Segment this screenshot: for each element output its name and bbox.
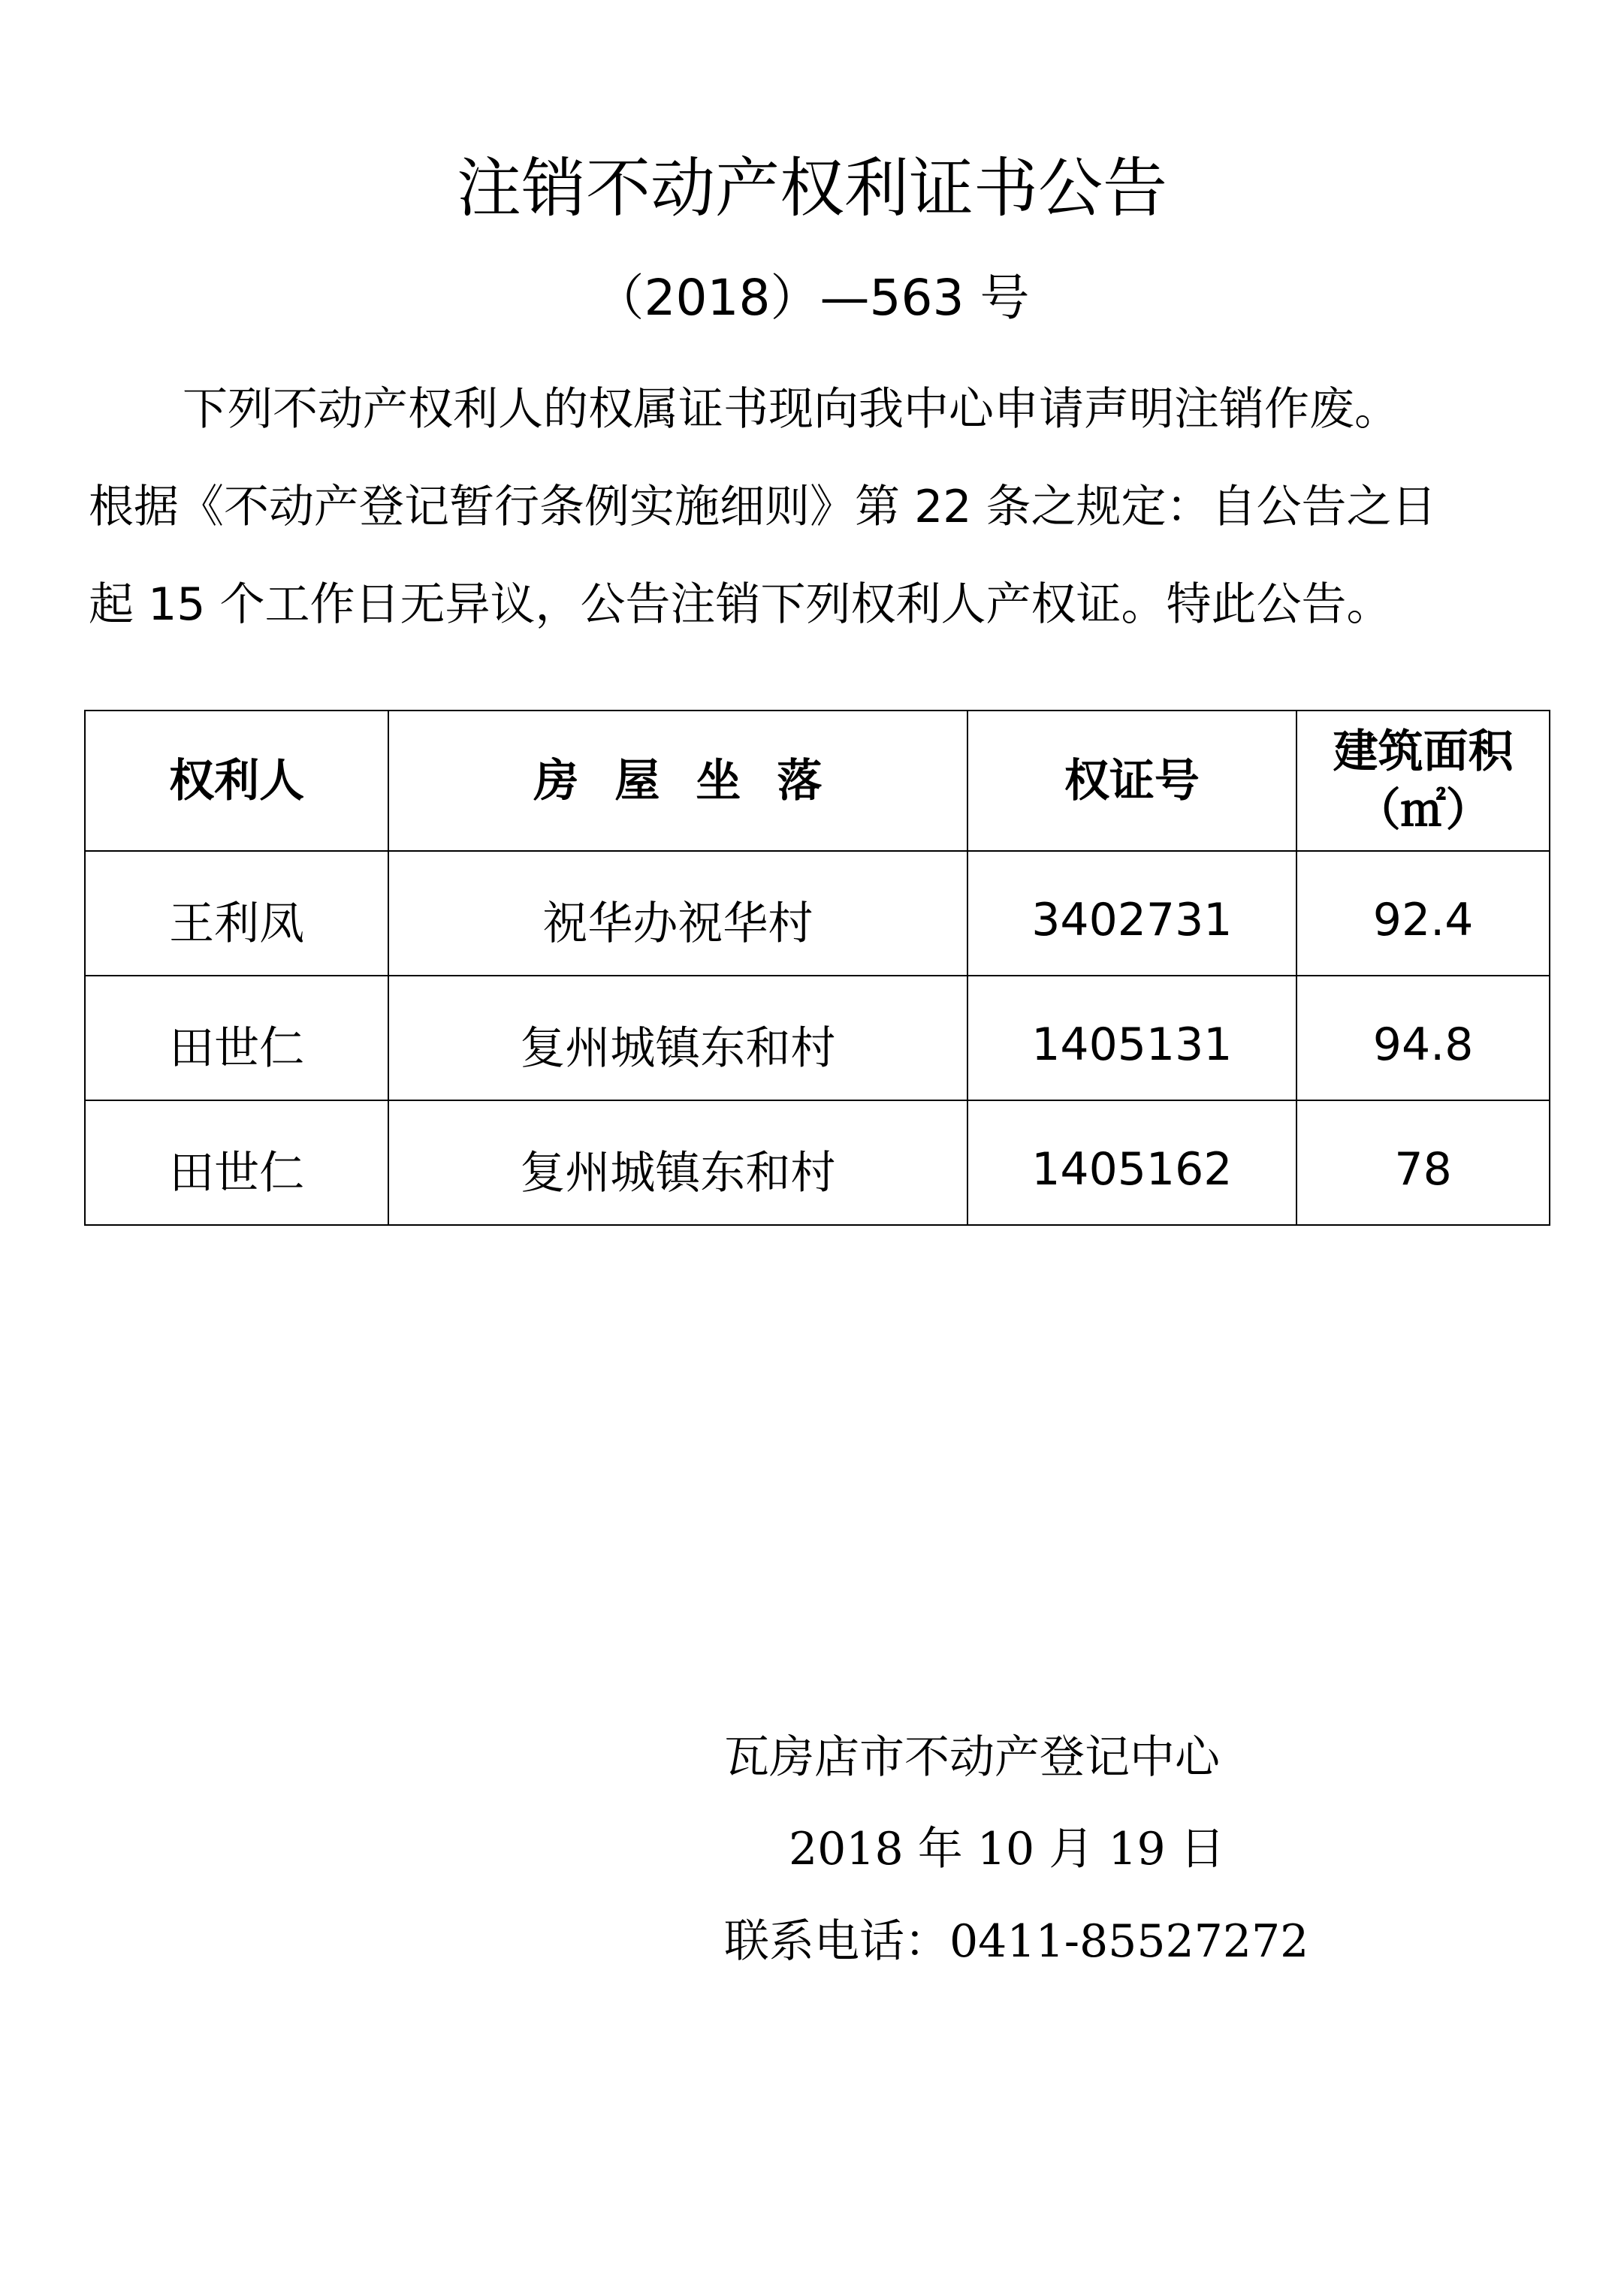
issue-date: 2018 年 10 月 19 日 <box>789 1823 1225 1875</box>
body-line: 根据《不动产登记暂行条例实施细则》第 22 条之规定：自公告之日 <box>89 481 1437 533</box>
header-location-label: 房屋坐落 <box>533 754 859 807</box>
header-area-unit: （㎡） <box>1355 783 1491 837</box>
cell-area: 78 <box>1296 1100 1550 1225</box>
cell-area: 94.8 <box>1296 976 1550 1100</box>
cell-holder: 田世仁 <box>85 1100 388 1225</box>
table-row <box>85 851 1550 976</box>
announcement-title: 注销不动产权利证书公告 <box>457 151 1167 226</box>
body-line: 起 15 个工作日无异议，公告注销下列权利人产权证。特此公告。 <box>89 578 1392 631</box>
certificate-table <box>84 710 1550 1226</box>
cell-location: 祝华办祝华村 <box>388 851 967 976</box>
announcement-number: （2018）—563 号 <box>594 269 1030 327</box>
header-location <box>388 711 967 851</box>
cell-certificate: 1405131 <box>967 976 1297 1100</box>
table-header-row <box>85 711 1550 851</box>
cell-certificate: 3402731 <box>967 851 1297 976</box>
cell-holder: 田世仁 <box>85 976 388 1100</box>
table-row <box>85 976 1550 1100</box>
cell-holder: 王利凤 <box>85 851 388 976</box>
cell-location: 复州城镇东和村 <box>388 976 967 1100</box>
announcement-body <box>89 361 1555 653</box>
cell-area: 92.4 <box>1296 851 1550 976</box>
header-holder: 权利人 <box>85 711 388 851</box>
cell-certificate: 1405162 <box>967 1100 1297 1225</box>
header-area-label: 建筑面积 <box>1333 725 1514 778</box>
issuing-organization: 瓦房店市不动产登记中心 <box>724 1731 1220 1784</box>
contact-phone: 联系电话：0411-85527272 <box>724 1915 1309 1968</box>
header-area <box>1296 711 1550 851</box>
cell-location: 复州城镇东和村 <box>388 1100 967 1225</box>
header-certificate: 权证号 <box>967 711 1297 851</box>
table-row <box>85 1100 1550 1225</box>
body-line: 下列不动产权利人的权属证书现向我中心申请声明注销作废。 <box>183 383 1399 436</box>
